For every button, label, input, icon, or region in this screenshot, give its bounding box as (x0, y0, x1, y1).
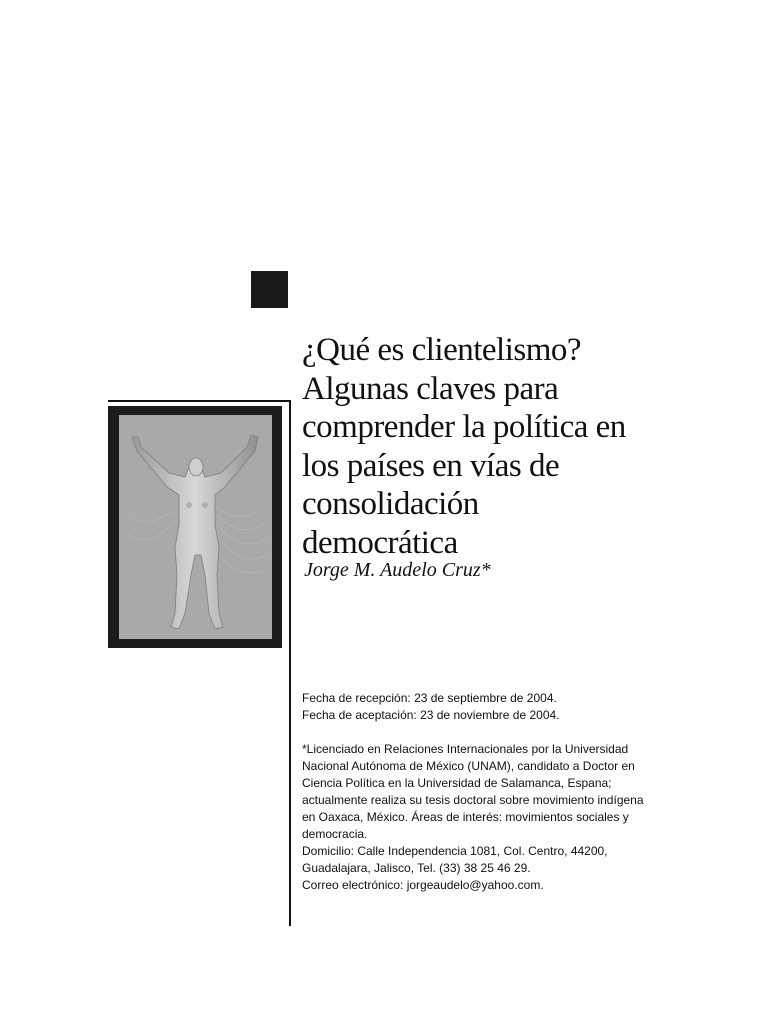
received-date: Fecha de recepción: 23 de septiembre de 2004. (302, 691, 557, 705)
article-author: Jorge M. Audelo Cruz* (304, 559, 491, 581)
author-note-line: Ciencia Política en la Universidad de Salamanca, Espana; (302, 776, 612, 790)
author-note-line: *Licenciado en Relaciones Internacionales por la Universidad (302, 742, 629, 756)
relief-photo (108, 406, 282, 648)
title-line: democrática (302, 524, 458, 561)
relief-sculpture-figure-icon (119, 415, 272, 639)
title-line: los países en vías de (302, 447, 560, 484)
author-note-line: democracia. (302, 827, 368, 841)
article-notes (302, 690, 682, 894)
author-address-line: Domicilio: Calle Independencia 1081, Col. Centro, 44200, (302, 844, 608, 858)
author-note-line: en Oaxaca, México. Áreas de interés: movimientos sociales y (302, 810, 629, 824)
title-line: consolidación (302, 486, 479, 522)
accepted-date: Fecha de aceptación: 23 de noviembre de 2004. (302, 708, 560, 722)
horizontal-rule (108, 400, 290, 402)
author-address-line: Guadalajara, Jalisco, Tel. (33) 38 25 46 29. (302, 861, 531, 875)
title-line: Algunas claves para (302, 370, 559, 407)
author-email-line: Correo electrónico: jorgeaudelo@yahoo.com. (302, 878, 544, 892)
title-line: ¿Qué es clientelismo? (302, 332, 582, 368)
spacer (302, 724, 682, 741)
decorative-black-square (251, 271, 288, 308)
article-title (302, 331, 692, 562)
vertical-rule (289, 400, 291, 926)
author-note-line: actualmente realiza su tesis doctoral sobre movimiento indígena (302, 793, 644, 807)
author-note-line: Nacional Autónoma de México (UNAM), candidato a Doctor en (302, 759, 635, 773)
title-line: comprender la política en (302, 409, 626, 445)
